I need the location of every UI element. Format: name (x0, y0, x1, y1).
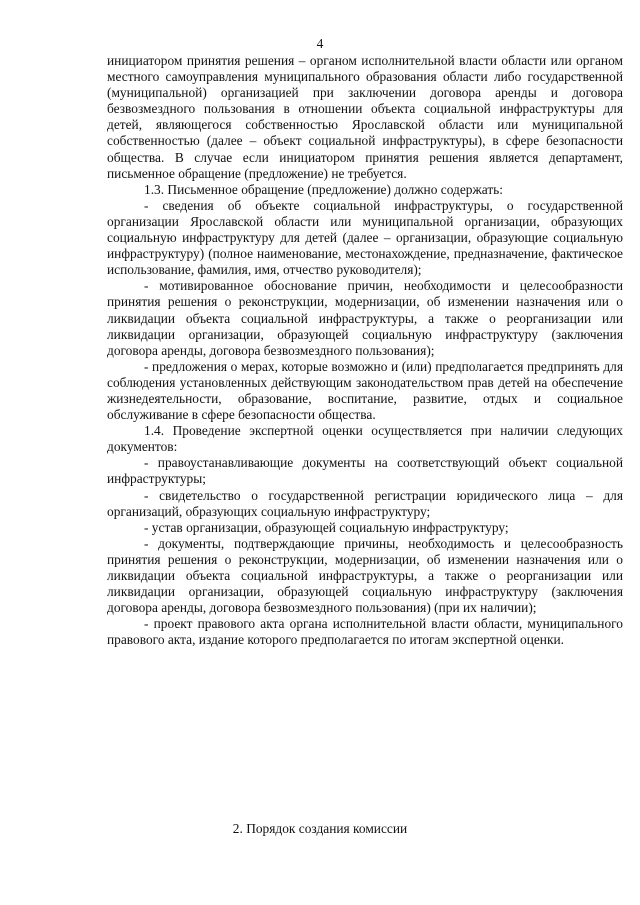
paragraph-draft-act: - проект правового акта органа исполнительной власти области, муниципального правового акта, издание которого предполагается по итогам экспертной оценки. (107, 616, 623, 648)
document-body (107, 53, 623, 648)
paragraph-title-documents: - правоустанавливающие документы на соответствующий объект социальной инфраструктуры; (107, 455, 623, 487)
paragraph-measures: - предложения о мерах, которые возможно и (или) предполагается предпринять для соблюдения установленных действующим законодательством прав детей на обеспечение жизнедеятельности, образование, воспитание, развитие, отдых и социальное обслуживание в сфере безопасности общества. (107, 358, 623, 423)
page-number: 4 (316, 36, 324, 51)
paragraph-justification: - мотивированное обоснование причин, необходимости и целесообразности принятия решения о реконструкции, модернизации, об изменении назначения или о ликвидации объекта социальной инфраструктуры, а также о реорганизации или ликвидации организации, образующей социальную инфраструктуру (заключения договора аренды, договора безвозмездного пользования); (107, 278, 623, 358)
section-title: 2. Порядок создания комиссии (232, 821, 408, 836)
paragraph-charter: - устав организации, образующей социальную инфраструктуру; (144, 519, 509, 535)
paragraph-1-4: 1.4. Проведение экспертной оценки осуществляется при наличии следующих документов: (107, 423, 623, 455)
paragraph-object-info: - сведения об объекте социальной инфраструктуры, о государственной организации Ярославской области или муниципальной организации, образующих социальную инфраструктуру для детей (далее – организации, образующие социальную инфраструктуру) (полное наименование, местонахождение, предназначение, фактическое использование, фамилия, имя, отчество руководителя); (107, 197, 623, 278)
paragraph-1-3: 1.3. Письменное обращение (предложение) должно содержать: (144, 181, 503, 197)
paragraph-registration-certificate: - свидетельство о государственной регистрации юридического лица – для организаций, образующих социальную инфраструктуру; (107, 487, 623, 519)
paragraph-supporting-documents: - документы, подтверждающие причины, необходимость и целесообразность принятия решения о реконструкции, модернизации, об изменении назначения или о ликвидации объекта социальной инфраструктуры, а также о реорганизации или ликвидации организации, образующей социальную инфраструктуру (заключения договора аренды, договора безвозмездного пользования) (при их наличии); (107, 535, 623, 616)
paragraph-initiator: инициатором принятия решения – органом исполнительной власти области или органом местного самоуправления муниципального образования области либо государственной (муниципальной) организацией при заключении договора аренды и договора безвозмездного пользования в отношении объекта социальной инфраструктуры для детей, являющегося собственностью Ярославской области или муниципальной собственностью (далее – объект социальной инфраструктуры), в сфере безопасности общества. В случае если инициатором принятия решения является департамент, письменное обращение (предложение) не требуется. (107, 53, 623, 181)
